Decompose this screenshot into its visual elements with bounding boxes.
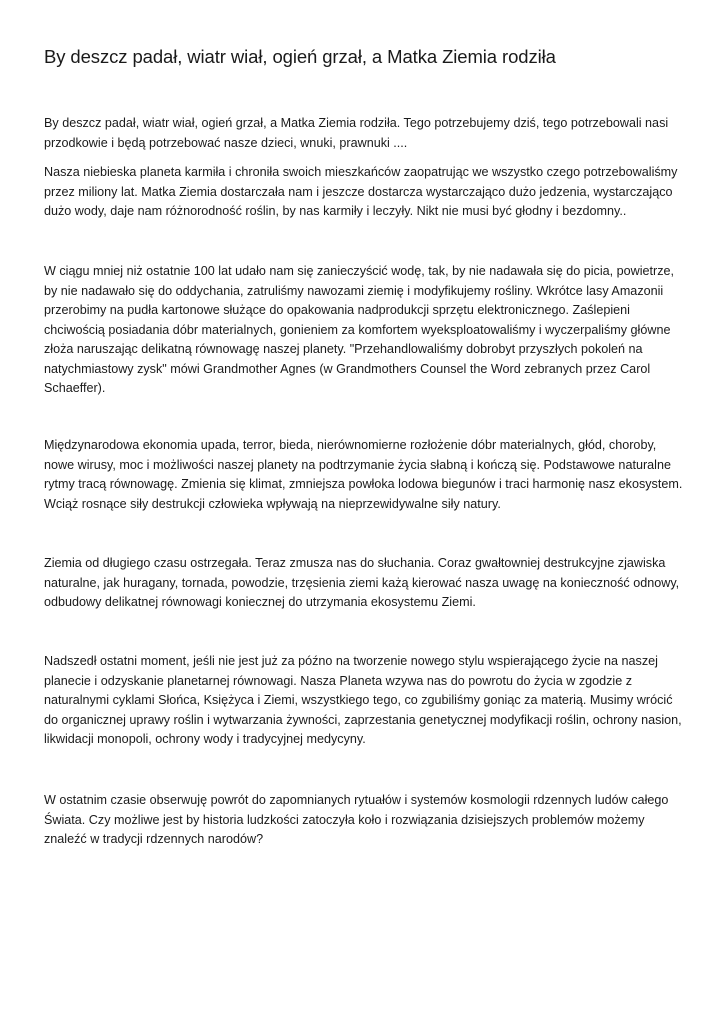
paragraph: By deszcz padał, wiatr wiał, ogień grzał, a Matka Ziemia rodziła. Tego potrzebujemy dziś, tego potrzebowali nasi przodkowie i będą potrzebować nasze dzieci, wnuki, prawnuki .... (44, 116, 669, 150)
paragraph: Nadszedł ostatni moment, jeśli nie jest już za późno na tworzenie nowego stylu wspierającego życie na naszej planecie i odzyskanie planetarnej równowagi. Nasza Planeta wzywa nas do powrotu do życia w zgodzie z naturalnymi cyklami Słońca, Księżyca i Ziemi, wszystkiego tego, co zgubiliśmy goniąc za materią. Musimy wrócić do organicznej uprawy roślin i wytwarzania żywności, zaprzestania genetycznej modyfikacji roślin, ochrony nasion, likwidacji monopoli, ochrony wody i tradycyjnej medycyny. (44, 654, 682, 746)
paragraph: Międzynarodowa ekonomia upada, terror, bieda, nierównomierne rozłożenie dóbr materialnych, głód, choroby, nowe wirusy, moc i możliwości naszej planety na podtrzymanie życia słabną i kończą się. Podstawowe naturalne rytmy tracą równowagę. Zmienia się klimat, zmniejsza powłoka lodowa biegunów i traci harmonię nasz ekosystem. Wciąż rosnące siły destrukcji człowieka wpływają na nieprzewidywalne siły natury. (44, 438, 683, 511)
paragraph: W ostatnim czasie obserwuję powrót do zapomnianych rytuałów i systemów kosmologii rdzennych ludów całego Świata. Czy możliwe jest by historia ludzkości zatoczyła koło i rozwiązania dzisiejszych problemów możemy znaleźć w tradycji rdzennych narodów? (44, 793, 669, 846)
document-title: By deszcz padał, wiatr wiał, ogień grzał, a Matka Ziemia rodziła (44, 46, 556, 67)
paragraph: W ciągu mniej niż ostatnie 100 lat udało nam się zanieczyścić wodę, tak, by nie nadawała się do picia, powietrze, by nie nadawało się do oddychania, zatruliśmy nawozami ziemię i modyfikujemy rośliny. Wkrótce lasy Amazonii przerobimy na pudła kartonowe służące do opakowania nadprodukcji sprzętu elektronicznego. Zaślepieni chciwością posiadania dóbr materialnych, gonieniem za komfortem wyeksploatowaliśmy i wyczerpaliśmy główne złoża naruszając delikatną równowagę naszej planety. "Przehandlowaliśmy dobrobyt przyszłych pokoleń na natychmiastowy zysk" mówi Grandmother Agnes (w Grandmothers Counsel the Word zebranych przez Carol Schaeffer). (44, 264, 675, 395)
paragraph: Ziemia od długiego czasu ostrzegała. Teraz zmusza nas do słuchania. Coraz gwałtowniej destrukcyjne zjawiska naturalne, jak huragany, tornada, powodzie, trzęsienia ziemi każą kierować nasza uwagę na konieczność odnowy, odbudowy delikatnej równowagi koniecznej do utrzymania ekosystemu Ziemi. (44, 556, 680, 609)
paragraph: Nasza niebieska planeta karmiła i chroniła swoich mieszkańców zaopatrując we wszystko czego potrzebowaliśmy przez miliony lat. Matka Ziemia dostarczała nam i jeszcze dostarcza wystarczająco dużo jedzenia, wystarczająco dużo wody, daje nam różnorodność roślin, by nas karmiły i leczyły. Nikt nie musi być głodny i bezdomny.. (44, 165, 678, 218)
